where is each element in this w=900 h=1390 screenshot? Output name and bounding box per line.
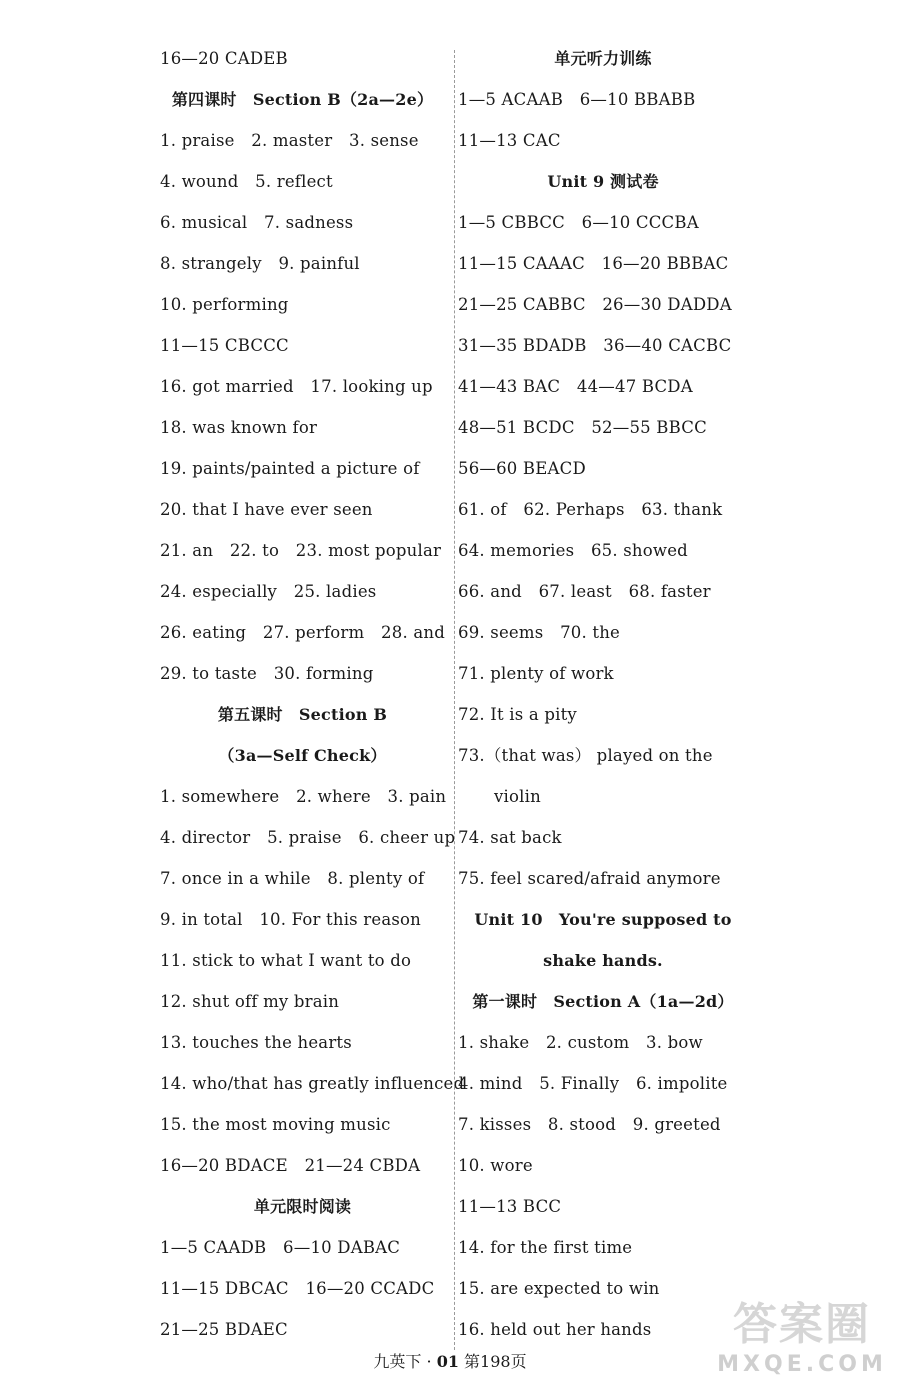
right-heading: Unit 9 测试卷 [547, 172, 659, 191]
left-answer-line: 14. who/that has greatly influenced [160, 1074, 465, 1093]
watermark-logo [712, 1298, 892, 1382]
left-answer-line: 26. eating 27. perform 28. and [160, 623, 445, 642]
right-answer-line: 4. mind 5. Finally 6. impolite [458, 1074, 728, 1093]
left-answer-line: 11—15 DBCAC 16—20 CCADC [160, 1279, 435, 1298]
left-answer-line: 21. an 22. to 23. most popular [160, 541, 442, 560]
left-heading: 单元限时阅读 [253, 1197, 352, 1216]
left-answer-line: 15. the most moving music [160, 1115, 391, 1134]
left-answer-line: 6. musical 7. sadness [160, 213, 354, 232]
right-answer-line: 11—13 CAC [458, 131, 561, 150]
right-answer-line: 73.（that was） played on the [458, 746, 713, 765]
right-answer-line: 61. of 62. Perhaps 63. thank [458, 500, 723, 519]
right-answer-line: 21—25 CABBC 26—30 DADDA [458, 295, 732, 314]
left-answer-line: 1. praise 2. master 3. sense [160, 131, 419, 150]
left-answer-line: 11. stick to what I want to do [160, 951, 412, 970]
footer-code: 01 [436, 1352, 459, 1371]
left-answer-line: 24. especially 25. ladies [160, 582, 377, 601]
right-answer-line: 1—5 CBBCC 6—10 CCCBA [458, 213, 699, 232]
right-heading: 第一课时 Section A（1a—2d） [472, 992, 734, 1011]
left-heading: 第四课时 Section B（2a—2e） [171, 90, 434, 109]
right-answer-line: violin [494, 787, 541, 806]
watermark-url: MXQE.COM [717, 1352, 887, 1377]
left-answer-line: 16—20 BDACE 21—24 CBDA [160, 1156, 421, 1175]
left-answer-line: 16—20 CADEB [160, 49, 288, 68]
left-answer-line: 1. somewhere 2. where 3. pain [160, 787, 447, 806]
right-answer-line: 75. feel scared/afraid anymore [458, 869, 721, 888]
right-answer-line: 66. and 67. least 68. faster [458, 582, 711, 601]
watermark-title: 答案圈 [733, 1299, 871, 1350]
left-answer-line: 12. shut off my brain [160, 992, 340, 1011]
right-answer-line: 56—60 BEACD [458, 459, 586, 478]
right-answer-line: 1—5 ACAAB 6—10 BBABB [458, 90, 696, 109]
left-answer-line: 7. once in a while 8. plenty of [160, 869, 425, 888]
right-answer-line: 10. wore [458, 1156, 533, 1175]
left-heading: （3a—Self Check） [218, 746, 387, 765]
right-answer-line: 69. seems 70. the [458, 623, 621, 642]
right-answer-line: 1. shake 2. custom 3. bow [458, 1033, 703, 1052]
right-answer-line: 64. memories 65. showed [458, 541, 688, 560]
left-answer-line: 16. got married 17. looking up [160, 377, 433, 396]
right-answer-line: 74. sat back [458, 828, 562, 847]
right-heading: shake hands. [543, 951, 663, 970]
left-answer-line: 8. strangely 9. painful [160, 254, 360, 273]
left-answer-line: 29. to taste 30. forming [160, 664, 374, 683]
right-column [458, 38, 748, 1350]
left-answer-line: 18. was known for [160, 418, 318, 437]
right-answer-line: 15. are expected to win [458, 1279, 660, 1298]
right-answer-line: 11—13 BCC [458, 1197, 562, 1216]
right-answer-line: 16. held out her hands [458, 1320, 652, 1339]
left-column [160, 38, 465, 1350]
left-answer-line: 1—5 CAADB 6—10 DABAC [160, 1238, 401, 1257]
right-answer-line: 48—51 BCDC 52—55 BBCC [458, 418, 707, 437]
right-answer-line: 72. It is a pity [458, 705, 577, 724]
left-answer-line: 19. paints/painted a picture of [160, 459, 420, 478]
left-heading: 第五课时 Section B [217, 705, 388, 724]
footer-page-number: 第198页 [464, 1352, 527, 1371]
left-answer-line: 20. that I have ever seen [160, 500, 373, 519]
left-answer-line: 4. director 5. praise 6. cheer up [160, 828, 456, 847]
right-answer-line: 14. for the first time [458, 1238, 633, 1257]
right-answer-line: 71. plenty of work [458, 664, 614, 683]
right-answer-line: 11—15 CAAAC 16—20 BBBAC [458, 254, 729, 273]
right-answer-line: 31—35 BDADB 36—40 CACBC [458, 336, 732, 355]
column-divider [454, 50, 455, 1350]
right-answer-line: 7. kisses 8. stood 9. greeted [458, 1115, 721, 1134]
right-heading: Unit 10 You're supposed to [474, 910, 732, 929]
right-answer-line: 41—43 BAC 44—47 BCDA [458, 377, 693, 396]
left-answer-line: 4. wound 5. reflect [160, 172, 333, 191]
left-answer-line: 9. in total 10. For this reason [160, 910, 422, 929]
footer-book: 九英下 [373, 1352, 422, 1371]
left-answer-line: 11—15 CBCCC [160, 336, 289, 355]
left-answer-line: 13. touches the hearts [160, 1033, 352, 1052]
left-answer-line: 21—25 BDAEC [160, 1320, 288, 1339]
footer-separator: · [426, 1352, 432, 1371]
right-heading: 单元听力训练 [554, 49, 652, 68]
left-answer-line: 10. performing [160, 295, 289, 314]
